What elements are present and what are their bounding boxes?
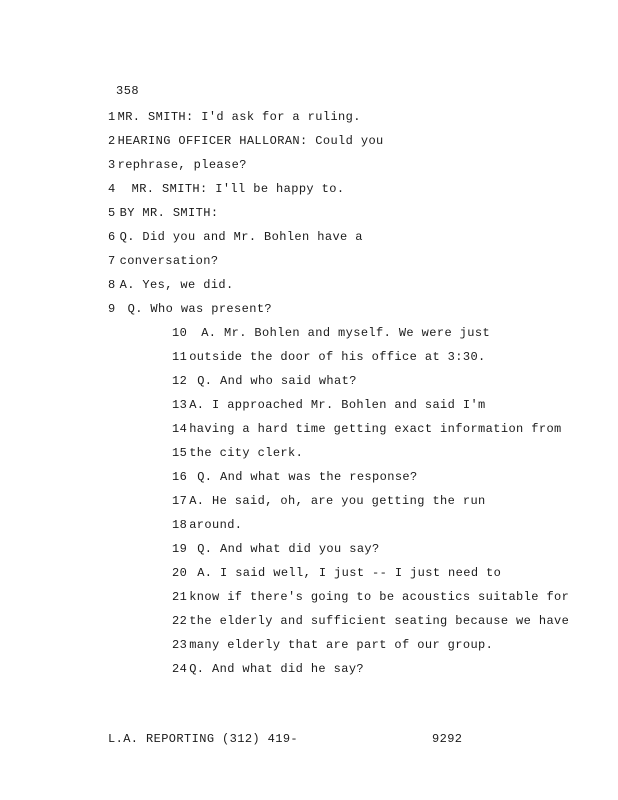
transcript-line <box>172 638 493 652</box>
line-text: HEARING OFFICER HALLORAN: Could you <box>117 134 384 148</box>
line-number: 20 <box>172 566 188 580</box>
page-number: 358 <box>116 84 140 98</box>
line-text: around. <box>189 518 243 532</box>
transcript-line <box>172 566 501 580</box>
line-text: Q. And what did he say? <box>189 662 365 676</box>
line-number: 3 <box>108 158 116 172</box>
line-text: Q. And who said what? <box>197 374 357 388</box>
footer <box>108 732 463 746</box>
transcript-line <box>172 374 357 388</box>
transcript-line <box>172 326 490 340</box>
line-number: 7 <box>108 254 116 268</box>
transcript-line <box>108 278 234 292</box>
transcript-line <box>172 470 418 484</box>
line-text: A. He said, oh, are you getting the run <box>189 494 486 508</box>
line-number: 12 <box>172 374 188 388</box>
line-text: the elderly and sufficient seating because we have <box>189 614 570 628</box>
transcript-line <box>172 662 364 676</box>
transcript-line <box>108 206 218 220</box>
line-text: Q. And what was the response? <box>197 470 418 484</box>
transcript-line <box>172 518 242 532</box>
line-text: A. I approached Mr. Bohlen and said I'm <box>189 398 486 412</box>
footer-reporter: L.A. REPORTING (312) 419- <box>108 732 299 746</box>
line-text: the city clerk. <box>189 446 304 460</box>
line-text: Q. Who was present? <box>127 302 273 316</box>
line-number: 6 <box>108 230 116 244</box>
footer-phone-suffix: 9292 <box>432 732 463 746</box>
line-text: having a hard time getting exact information from <box>189 422 562 436</box>
line-number: 19 <box>172 542 188 556</box>
transcript-line <box>172 446 303 460</box>
transcript-line <box>172 350 486 364</box>
line-text: conversation? <box>119 254 219 268</box>
line-number: 2 <box>108 134 116 148</box>
line-text: A. Yes, we did. <box>119 278 234 292</box>
transcript-line <box>108 134 384 148</box>
line-number: 21 <box>172 590 188 604</box>
line-text: MR. SMITH: I'd ask for a ruling. <box>117 110 361 124</box>
line-number: 22 <box>172 614 188 628</box>
line-text: Q. And what did you say? <box>197 542 380 556</box>
transcript-line <box>108 230 363 244</box>
line-number: 16 <box>172 470 188 484</box>
transcript-line <box>108 110 361 124</box>
transcript-line <box>108 182 344 196</box>
line-number: 10 <box>172 326 188 340</box>
transcript-line <box>108 302 272 316</box>
line-text: many elderly that are part of our group. <box>189 638 494 652</box>
transcript-line <box>172 542 380 556</box>
line-number: 8 <box>108 278 116 292</box>
transcript-line <box>172 398 486 412</box>
line-text: A. Mr. Bohlen and myself. We were just <box>201 326 491 340</box>
transcript-line <box>108 158 247 172</box>
line-number: 24 <box>172 662 188 676</box>
line-number: 23 <box>172 638 188 652</box>
line-number: 17 <box>172 494 188 508</box>
line-number: 18 <box>172 518 188 532</box>
line-number: 1 <box>108 110 116 124</box>
line-text: outside the door of his office at 3:30. <box>189 350 486 364</box>
transcript-line <box>172 422 562 436</box>
line-number: 5 <box>108 206 116 220</box>
transcript-line <box>108 254 218 268</box>
line-text: MR. SMITH: I'll be happy to. <box>131 182 345 196</box>
transcript-line <box>172 590 569 604</box>
transcript-line <box>172 494 486 508</box>
line-text: know if there's going to be acoustics suitable for <box>189 590 570 604</box>
line-number: 14 <box>172 422 188 436</box>
line-text: A. I said well, I just -- I just need to <box>197 566 502 580</box>
line-text: rephrase, please? <box>117 158 247 172</box>
line-number: 11 <box>172 350 188 364</box>
line-text: BY MR. SMITH: <box>119 206 219 220</box>
line-number: 15 <box>172 446 188 460</box>
line-number: 13 <box>172 398 188 412</box>
line-text: Q. Did you and Mr. Bohlen have a <box>119 230 363 244</box>
line-number: 4 <box>108 182 116 196</box>
line-number: 9 <box>108 302 116 316</box>
transcript-line <box>172 614 569 628</box>
